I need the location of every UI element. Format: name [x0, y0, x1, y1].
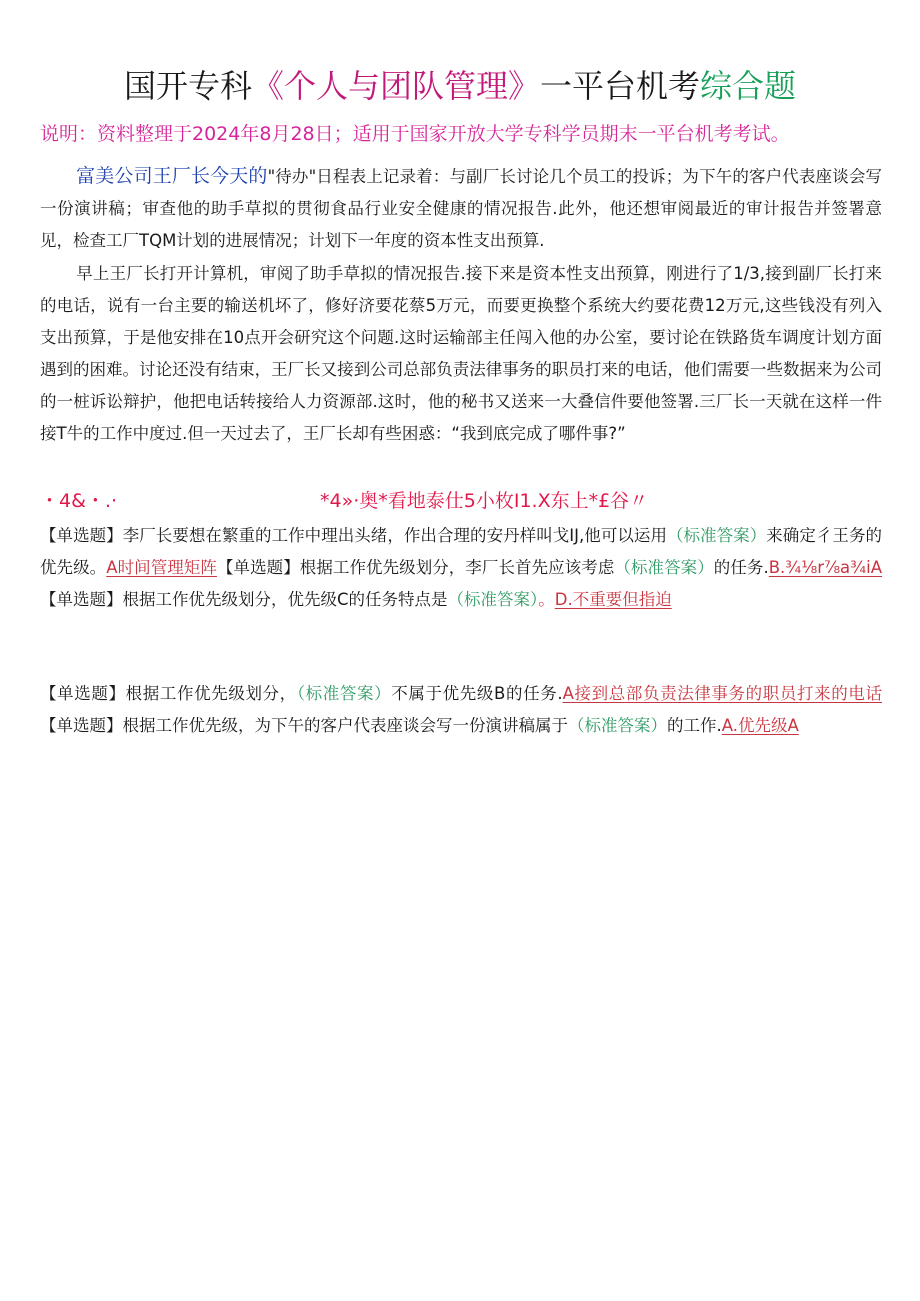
q1-answer: A时间管理矩阵 — [106, 558, 217, 577]
title-platform: 一平台机考 — [540, 67, 701, 105]
case-paragraph-2-text: 早上王厂长打开计算机，审阅了助手草拟的情况报告.接下来是资本性支出预算，刚进行了1/3,接到副厂长打来的电话，说有一台主要的输送机坏了，修好济要花蔡5万元，而要更换整个系统大约要花费12万元,这些钱没有列入支出预算，于是他安排在10点开会研究这个问题.这时运输部主任闯入他的办公室，要讨论在铁路货车调度计划方面遇到的困难。讨论还没有结束，王厂长又接到公司总部负责法律事务的职员打来的电话，他们需要一些数据来为公司的一桩诉讼辩护，他把电话转接给人力资源部.这时，他的秘书又送来一大叠信件要他签署.三厂长一天就在这样一件接T牛的工作中度过.但一天过去了，王厂长却有些困惑：“我到底完成了哪件事?” — [40, 264, 882, 443]
case-paragraph-1-text: "待办"日程表上记录着：与副厂长讨论几个员工的投诉；为下午的客户代表座谈会写一份演讲稿；审查他的助手草拟的贯彻食品行业安全健康的情况报告.此外，他还想审阅最近的审计报告并签署意见，检查工厂TQM计划的进展情况；计划下一年度的资本性支出预算. — [40, 167, 882, 250]
q4-answer: A接到总部负责法律事务的职员打来的电话 — [562, 684, 883, 703]
q4-text: 【单选题】根据工作优先级划分， — [40, 684, 297, 703]
q2-text-tail: 的任务. — [713, 558, 769, 577]
q4-standard-answer-label: （标准答案） — [296, 684, 392, 703]
q3-answer: D.不重要但指迫 — [554, 590, 672, 609]
case-paragraph-2 — [40, 258, 882, 450]
q2-text: 【单选题】根据工作优先级划分，李厂长首先应该考虑 — [216, 558, 615, 577]
q5-text: 【单选题】根据工作优先级，为下午的客户代表座谈会写一份演讲稿属于 — [40, 716, 568, 735]
title-course-name: 《个人与团队管理》 — [251, 67, 540, 105]
q4-text-tail: 不属于优先级B的任务. — [391, 684, 563, 703]
question-block-2 — [40, 678, 882, 742]
description-note: 说明：资料整理于2024年8月28日；适用于国家开放大学专科学员期末一平台机考考试。 — [40, 123, 790, 145]
q3-text: 【单选题】根据工作优先级划分，优先级C的任务特点是 — [40, 590, 448, 609]
q2-standard-answer-label: （标准答案） — [614, 558, 714, 577]
garbled-right: *4»·奥*看地泰仕5小枚I1.X东上*£谷〃 — [320, 490, 649, 512]
case-paragraph-1 — [40, 160, 882, 257]
q2-answer: B.¾⅛r⅞a¾iA — [768, 558, 883, 577]
q5-text-tail: 的工作. — [667, 716, 722, 735]
q3-period: 。 — [538, 590, 555, 609]
title-category: 综合题 — [700, 67, 797, 105]
case-lead: 富美公司王厂长今天的 — [76, 165, 268, 187]
q5-standard-answer-label: （标准答案） — [568, 716, 667, 735]
q1-text-tail: 来确定彳王务的优先级。 — [40, 526, 883, 577]
q5-answer: A.优先级A — [721, 716, 799, 735]
q1-standard-answer-label: （标准答案） — [667, 526, 767, 545]
q1-text: 【单选题】李厂长要想在繁重的工作中理出头绪，作出合理的安丹样叫戈IJ,他可以运用 — [40, 526, 668, 545]
title-prefix: 国开专科 — [123, 67, 252, 105]
q3-standard-answer-label: （标准答案） — [447, 590, 539, 609]
page-title — [0, 62, 920, 110]
garbled-left: ・4&・.· — [40, 490, 117, 512]
question-block-1 — [40, 520, 882, 616]
garbled-line — [40, 485, 882, 517]
